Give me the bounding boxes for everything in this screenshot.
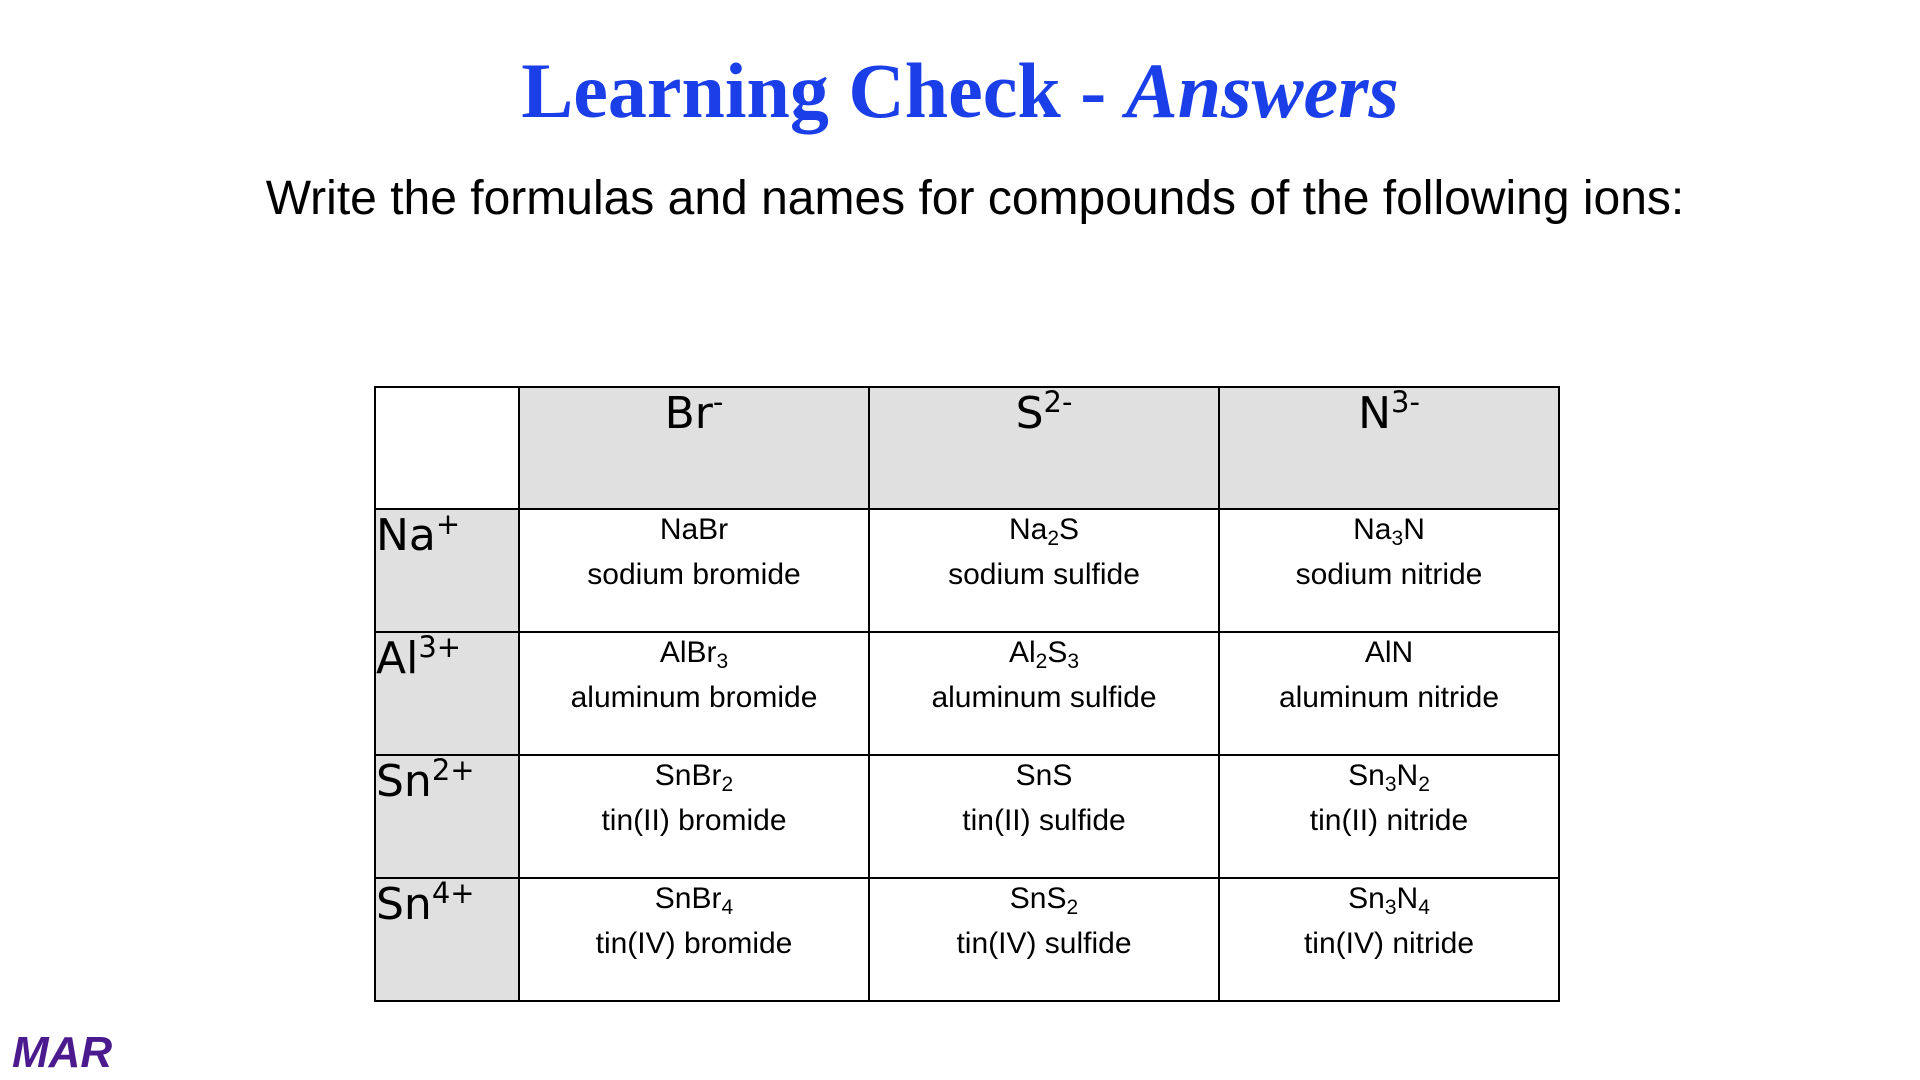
compound-cell <box>519 755 869 878</box>
formula-element: S <box>1046 882 1067 915</box>
compound-formula <box>520 756 868 796</box>
formula-subscript: 3 <box>1384 773 1397 796</box>
anion-header <box>869 387 1219 509</box>
formula-element: N <box>1403 513 1425 546</box>
footer-initials: MAR <box>12 1028 113 1077</box>
formula-element: N <box>1396 882 1419 915</box>
compound-cell <box>869 878 1219 1001</box>
compound-formula <box>520 879 868 919</box>
formula-subscript: 3 <box>716 650 729 673</box>
anion-header <box>1219 387 1559 509</box>
corner-cell <box>375 387 519 509</box>
compound-formula <box>1220 879 1558 919</box>
formula-element: SnBr <box>654 882 722 915</box>
cation-header <box>375 755 519 878</box>
formula-subscript: 2 <box>1066 896 1079 919</box>
formula-subscript: 2 <box>721 773 734 796</box>
compound-formula <box>520 510 868 550</box>
compound-cell <box>869 632 1219 755</box>
anion-symbol: Br <box>664 388 713 439</box>
compound-name: aluminum bromide <box>570 681 818 714</box>
anion-symbol: N <box>1358 388 1391 439</box>
formula-element: S <box>1059 513 1080 546</box>
anion-header-row <box>375 387 1559 509</box>
title-italic: Answers <box>1125 47 1399 134</box>
compound-cell <box>869 509 1219 632</box>
compound-formula <box>1220 633 1558 673</box>
anion-charge: 2- <box>1043 385 1073 419</box>
cation-symbol: Na <box>376 510 436 561</box>
formula-subscript: 4 <box>1418 896 1430 919</box>
compound-name: sodium sulfide <box>948 558 1140 591</box>
compound-formula <box>520 633 868 673</box>
compound-cell <box>1219 632 1559 755</box>
formula-element: Sn <box>1009 882 1047 915</box>
compound-name: tin(IV) sulfide <box>956 927 1132 960</box>
formula-element: SnS <box>1015 759 1073 792</box>
cation-charge: 2+ <box>431 753 475 787</box>
formula-subscript: 2 <box>1035 650 1048 673</box>
title-main: Learning Check - <box>521 47 1126 134</box>
compound-cell <box>1219 509 1559 632</box>
table-row <box>375 878 1559 1001</box>
cation-symbol: Al <box>376 633 419 684</box>
formula-subscript: 2 <box>1047 527 1060 550</box>
formula-subscript: 2 <box>1418 773 1430 796</box>
compound-formula <box>1220 510 1558 550</box>
slide-subtitle: Write the formulas and names for compounds of the following ions: <box>265 172 1685 225</box>
compound-name: tin(IV) bromide <box>595 927 793 960</box>
compound-formula <box>870 633 1218 673</box>
cation-symbol: Sn <box>376 756 432 807</box>
cation-symbol: Sn <box>376 879 432 930</box>
slide-title <box>0 48 1920 134</box>
formula-element: N <box>1396 759 1419 792</box>
anion-symbol: S <box>1015 388 1044 439</box>
formula-element: SnBr <box>654 759 722 792</box>
formula-element: Na <box>1008 513 1048 546</box>
formula-element: Al <box>1008 636 1036 669</box>
cation-charge: 4+ <box>431 876 475 910</box>
compound-name: sodium nitride <box>1295 558 1483 591</box>
table-body <box>375 509 1559 1001</box>
compound-cell <box>519 509 869 632</box>
compound-name: aluminum nitride <box>1278 681 1500 714</box>
formula-element: Na <box>1353 513 1392 546</box>
formula-element: AlBr <box>659 636 717 669</box>
anion-header <box>519 387 869 509</box>
compound-formula <box>1220 756 1558 796</box>
compound-formula <box>870 510 1218 550</box>
compound-name: tin(IV) nitride <box>1303 927 1475 960</box>
compound-cell <box>869 755 1219 878</box>
table-row <box>375 632 1559 755</box>
formula-element: Sn <box>1348 759 1385 792</box>
ion-compound-table <box>374 386 1560 1002</box>
cation-charge: 3+ <box>418 630 462 664</box>
compound-name: aluminum sulfide <box>931 681 1157 714</box>
compound-name: tin(II) bromide <box>601 804 787 837</box>
cation-header <box>375 509 519 632</box>
cation-charge: + <box>435 507 461 541</box>
formula-element: Sn <box>1348 882 1385 915</box>
cation-header <box>375 632 519 755</box>
table-row <box>375 755 1559 878</box>
compound-cell <box>519 878 869 1001</box>
table-row <box>375 509 1559 632</box>
compound-formula <box>870 879 1218 919</box>
compound-name: tin(II) sulfide <box>962 804 1126 837</box>
formula-subscript: 4 <box>721 896 734 919</box>
compound-cell <box>1219 755 1559 878</box>
formula-subscript: 3 <box>1067 650 1080 673</box>
compound-name: sodium bromide <box>587 558 801 591</box>
compound-cell <box>519 632 869 755</box>
formula-element: NaBr <box>659 513 729 546</box>
cation-header <box>375 878 519 1001</box>
compound-name: tin(II) nitride <box>1309 804 1469 837</box>
anion-charge: 3- <box>1391 385 1420 419</box>
formula-element: S <box>1047 636 1068 669</box>
formula-element: AlN <box>1364 636 1414 669</box>
compound-cell <box>1219 878 1559 1001</box>
compound-formula <box>870 756 1218 796</box>
formula-subscript: 3 <box>1384 896 1397 919</box>
formula-subscript: 3 <box>1391 527 1404 550</box>
anion-charge: - <box>712 385 724 419</box>
